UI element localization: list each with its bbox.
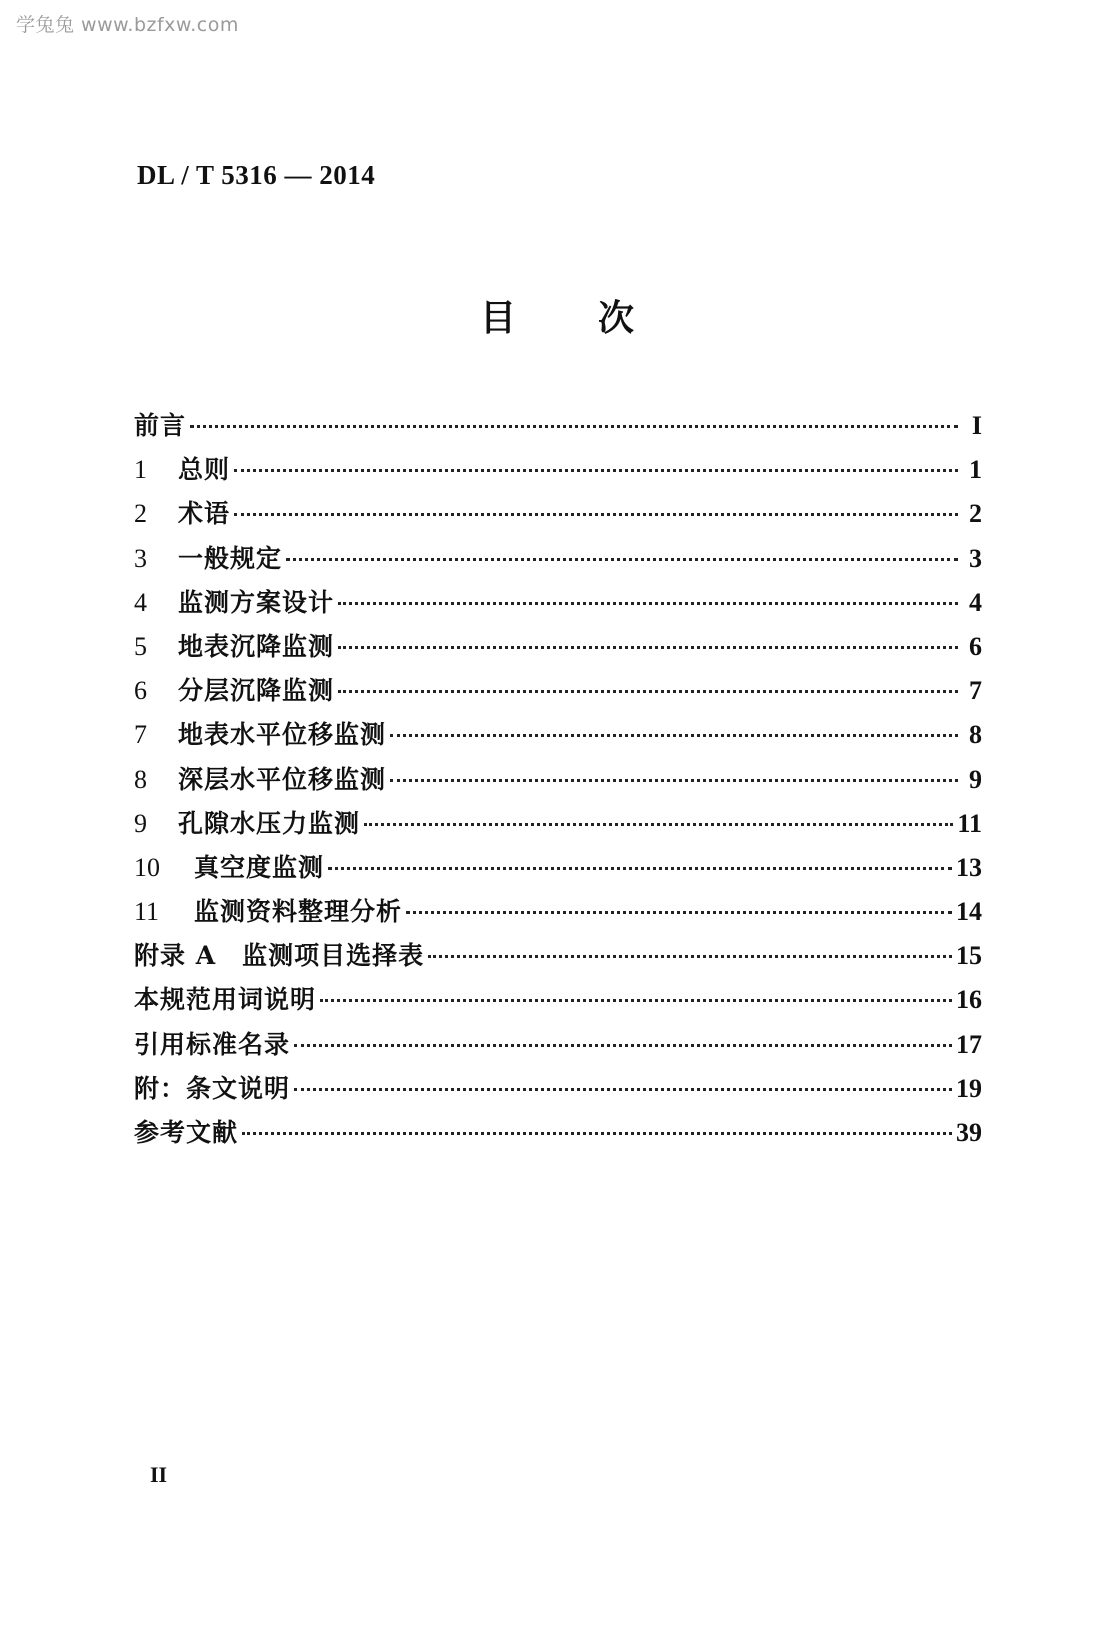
toc-leader-dots bbox=[390, 777, 958, 782]
toc-entry-page: 17 bbox=[956, 1029, 982, 1059]
toc-entry-page: 1 bbox=[969, 455, 982, 485]
toc-entry-page: 13 bbox=[956, 852, 982, 882]
toc-entry-label: 术语 bbox=[178, 499, 231, 529]
toc-entry-number: 8 bbox=[134, 764, 147, 794]
toc-entry[interactable] bbox=[134, 758, 982, 802]
toc-leader-dots bbox=[286, 556, 958, 561]
watermark-text: 学兔兔 www.bzfxw.com bbox=[16, 14, 239, 36]
toc-entry[interactable] bbox=[134, 978, 982, 1022]
toc-entry-number: 3 bbox=[134, 543, 147, 573]
toc-entry-page: 16 bbox=[956, 985, 982, 1015]
table-of-contents bbox=[134, 404, 982, 1155]
toc-leader-dots bbox=[328, 865, 952, 870]
toc-entry[interactable] bbox=[134, 448, 982, 492]
toc-entry[interactable] bbox=[134, 1023, 982, 1067]
title-part-2: 次 bbox=[598, 297, 637, 339]
toc-entry[interactable] bbox=[134, 802, 982, 846]
standard-code: DL / T 5316 — 2014 bbox=[137, 160, 376, 190]
toc-entry-label: 一般规定 bbox=[178, 543, 283, 573]
toc-entry-page: 14 bbox=[956, 897, 982, 927]
toc-entry-page: 6 bbox=[969, 631, 982, 661]
toc-entry-label: 附：条文说明 bbox=[134, 1073, 291, 1103]
toc-entry-number: 7 bbox=[134, 720, 147, 750]
toc-entry[interactable] bbox=[134, 1111, 982, 1155]
toc-entry-number: 5 bbox=[134, 631, 147, 661]
toc-entry-label: 孔隙水压力监测 bbox=[178, 808, 361, 838]
toc-leader-dots bbox=[190, 423, 958, 428]
toc-entry-page: 8 bbox=[969, 720, 982, 750]
toc-entry[interactable] bbox=[134, 1067, 982, 1111]
toc-entry[interactable] bbox=[134, 537, 982, 581]
toc-entry[interactable] bbox=[134, 625, 982, 669]
toc-entry-label: 监测方案设计 bbox=[178, 587, 335, 617]
toc-leader-dots bbox=[364, 821, 953, 826]
toc-leader-dots bbox=[428, 953, 952, 958]
toc-entry[interactable] bbox=[134, 404, 982, 448]
toc-leader-dots bbox=[242, 1130, 952, 1135]
page-number: II bbox=[150, 1462, 168, 1487]
toc-entry-page: 39 bbox=[956, 1118, 982, 1147]
toc-entry-page: 2 bbox=[969, 499, 982, 529]
toc-entry-label: 地表沉降监测 bbox=[178, 631, 335, 661]
toc-leader-dots bbox=[320, 997, 952, 1002]
page-title bbox=[0, 290, 1116, 341]
toc-entry[interactable] bbox=[134, 581, 982, 625]
toc-entry-label: 前言 bbox=[134, 411, 187, 440]
toc-entry[interactable] bbox=[134, 890, 982, 934]
toc-entry-label: 引用标准名录 bbox=[134, 1029, 291, 1059]
toc-entry-number: 2 bbox=[134, 499, 147, 529]
toc-entry-label: 总则 bbox=[178, 455, 231, 485]
toc-entry-label: 本规范用词说明 bbox=[134, 985, 317, 1015]
toc-entry[interactable] bbox=[134, 713, 982, 757]
toc-entry-number: 11 bbox=[134, 897, 160, 927]
toc-entry-label: 附录 A 监测项目选择表 bbox=[134, 941, 425, 971]
toc-entry-page: 9 bbox=[969, 764, 982, 794]
toc-entry-page: 3 bbox=[969, 543, 982, 573]
toc-entry[interactable] bbox=[134, 492, 982, 536]
title-part-1: 目 bbox=[479, 297, 518, 339]
toc-leader-dots bbox=[234, 511, 958, 516]
toc-leader-dots bbox=[338, 600, 958, 605]
toc-entry[interactable] bbox=[134, 934, 982, 978]
toc-entry-label: 地表水平位移监测 bbox=[178, 720, 387, 750]
toc-leader-dots bbox=[390, 732, 958, 737]
toc-entry-label: 参考文献 bbox=[134, 1118, 239, 1147]
toc-entry-label: 监测资料整理分析 bbox=[194, 897, 403, 927]
toc-entry-number: 6 bbox=[134, 676, 147, 706]
toc-entry-page: 7 bbox=[969, 676, 982, 706]
toc-entry[interactable] bbox=[134, 669, 982, 713]
toc-entry[interactable] bbox=[134, 846, 982, 890]
toc-leader-dots bbox=[234, 467, 958, 472]
toc-leader-dots bbox=[294, 1042, 952, 1047]
toc-entry-label: 深层水平位移监测 bbox=[178, 764, 387, 794]
toc-entry-label: 真空度监测 bbox=[194, 852, 325, 882]
toc-leader-dots bbox=[338, 688, 958, 693]
toc-entry-number: 9 bbox=[134, 808, 147, 838]
toc-entry-label: 分层沉降监测 bbox=[178, 676, 335, 706]
toc-entry-page: 11 bbox=[957, 808, 982, 838]
toc-entry-number: 10 bbox=[134, 852, 160, 882]
toc-entry-number: 4 bbox=[134, 587, 147, 617]
toc-entry-number: 1 bbox=[134, 455, 147, 485]
toc-leader-dots bbox=[406, 909, 952, 914]
toc-entry-page: 19 bbox=[956, 1073, 982, 1103]
toc-entry-page: 15 bbox=[956, 941, 982, 971]
toc-entry-page: I bbox=[971, 411, 982, 440]
toc-leader-dots bbox=[294, 1086, 952, 1091]
toc-entry-page: 4 bbox=[969, 587, 982, 617]
toc-leader-dots bbox=[338, 644, 958, 649]
